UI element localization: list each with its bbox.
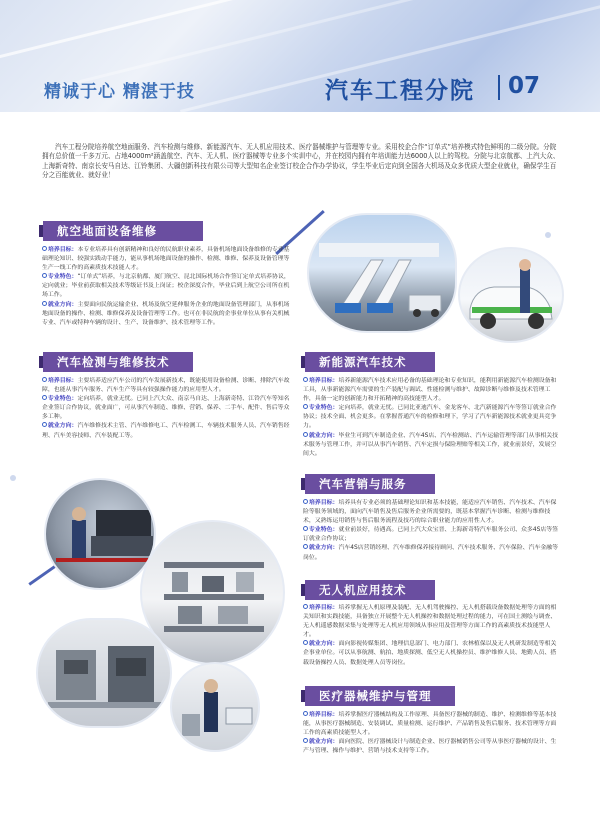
section-body-inspection: 培养目标：主要培养适应汽车公司的汽车发展新技术，既能使用设备检测、诊断、排除汽车故障，也能从事汽车服务、汽车生产等具有较强操作能力的应用型人才。 专业特色：定向培养，就业无忧。已同上汽大众、南京马自达、上海新奇特、江铃汽车等知名企业签订合作协议，就业面广，可从事汽车制造、维修、营销、保养、二手车、配件、售后等众多工种。 就业方向：汽车维修技术主管、汽车维修电工、汽车检测工、车辆技术服务人员、汽车销售经理、汽车美容技师、汽车装配工等。 <box>42 378 290 439</box>
bullet-icon <box>303 432 308 437</box>
section-body-marketing: 培养目标：培养具有专业必须的基础理论知识和基本技能，能适应汽车销售、汽车技术、汽车保险等服务领域的，面向汽车销售及售后服务企业所需要的，既基本掌握汽车诊断、检测与维修技术，又熟练运用销售与售后服务流程及技巧的综合职业能力的应用性人才。 专业特色：就业前景好，待遇高。已同上汽大众宝晋、上海新奇特汽车服务公司、众多4S店等签订就业合作协议； 就业方向：汽车4S店营销经理、汽车维修保养接待顾问、汽车技术服务、汽车保险、汽车金融等岗位。 <box>303 500 559 561</box>
bullet-icon <box>303 499 308 504</box>
section-body-uav: 培养目标：培养掌握无人机原理及装配、无人机驾驶操控、无人机搭载设备数据处理等方面的相关知识和实践技能，具备独立开展整个无人机操控和数据处理过程的能力，可在国土测绘与调查、无人机遥感数据采集与处理等无人机应用领域从事应用及管理等方面工作的高素质技术技能型人才。 就业方向：面向影视传媒集团、地理信息部门、电力部门、农林植保以及无人机研发制造等相关企事业单位。可以从事航测、航拍、地质探测、低空无人机操控员、维护维修人员、地勤人员、搭载设备操控人员、数据处理人员等岗位。 <box>303 605 557 666</box>
bullet-icon <box>42 422 47 427</box>
page-title: 汽车工程分院 <box>325 78 475 104</box>
bullet-icon <box>303 526 308 531</box>
bullet-icon <box>303 738 308 743</box>
bullet-icon <box>42 377 47 382</box>
title-divider <box>498 75 500 100</box>
car-illustration <box>460 249 564 343</box>
section-body-newenergy: 培养目标：培养新能源汽车技术应用必备的基础理论和专业知识，能利用新能源汽车检测设备和工具，从事新能源汽车需要的生产装配与调试、性能检测与维护、故障诊断与维修及技术管理工作，具备一定的创新能力和开拓精神的高技能型人才。 专业特色：定向培养，就业无忧。已同比亚迪汽车、金龙客车、北汽新能源汽车等签订就业合作协议；技术全面、机会更多。在掌握普通汽车的检修和理下，学习了汽车新能源技术就业更具竞争力。 就业方向：毕业生可到汽车制造企业、汽车4S店、汽车检测站、汽车运输管理等部门从事相关技术服务与管理工作，并可以从事汽车销售、汽车定损与保险理赔等相关工作，就业前景好，发展空间大。 <box>303 378 559 457</box>
medical-illustration <box>172 664 260 752</box>
bullet-icon <box>303 377 308 382</box>
engine-illustration <box>38 620 172 728</box>
bullet-icon <box>42 273 47 278</box>
decorative-dot <box>545 232 551 238</box>
bullet-icon <box>303 544 308 549</box>
section-title-medical: 医疗器械维护与管理 <box>305 686 455 706</box>
bullet-icon <box>303 404 308 409</box>
bullet-icon <box>42 301 47 306</box>
bullet-icon <box>303 640 308 645</box>
workshop-illustration <box>46 480 156 590</box>
section-title-uav: 无人机应用技术 <box>305 580 435 600</box>
bullet-icon <box>303 604 308 609</box>
section-body-aviation: 培养目标：本专业培养具有创新精神和良好的民航职业素养，具备机场地面设备维修的专业基础理论知识、较强实践动手能力，能从事机场地面设备的操作、检测、维修、保养及设备管理等生产一线工作的高素质技术技能人才。 专业特色：“订单式”培养，与北京航都、厦门航空、昆北国际机场合作签订定单式培养协议，定向就业；毕业前获取相关技术等级证书及上岗证；校企深度合作，毕业后到上航空公司所在机场工作。 就业方向：主要面向民航运输企业、机场及航空延伸服务企业的地面设备管理部门，从事机场地面设备的操作、检测、维修保养及设备管理等工作。也可在非民航的企事业单位从事有关机械专业、汽车或特种车辆的设计、生产、设备维护、技术管理等工作。 <box>42 247 290 326</box>
photo-medical-lab <box>170 662 260 752</box>
bullet-icon <box>303 711 308 716</box>
decorative-dot <box>10 475 16 481</box>
stairs-illustration <box>309 215 457 333</box>
section-body-medical: 培养目标：培养掌握医疗器械结构及工作原理、具备医疗器械的制造、维护、检测维修等基本技能，从事医疗器械制造、安装调试、质量检测、运行维护、产品销售及售后服务、技术管理等方面工作的高素质技能型人才。 就业方向：面向医院、医疗器械设计与制造企业、医疗器械销售公司等从事医疗器械的设计、生产与管理、操作与维护、营销与技术支持等工作。 <box>303 712 557 755</box>
photo-repair-workshop <box>44 478 156 590</box>
intro-paragraph: 汽车工程分院培养航空地面服务、汽车检测与维修、新能源汽车、无人机应用技术、医疗器械维护与管理等专业。采用校企合作“订单式”培养模式特色鲜明的二级分院。分院拥有总价值一千多万元、占地4000m²涵盖航空、汽车、无人机、医疗器械等专业多个实训中心，并在校园内拥有年培训能力达6000人以上的驾校。分院与北京航都、上汽大众、上海新奇特、南京长安马自达、江铃集团、大疆创新科技有限公司等大型知名企业签订校企合作办学协议，学生毕业后定向到全国各大机场及众多优质大型企业就业，确保学生百分之百能就业、就好业！ <box>42 143 560 180</box>
bullet-icon <box>42 395 47 400</box>
section-title-newenergy: 新能源汽车技术 <box>305 352 435 372</box>
photo-airport-stairs <box>307 213 457 333</box>
bullet-icon <box>42 246 47 251</box>
slogan: 精诚于心 精湛于技 <box>44 82 195 102</box>
photo-engine-lab <box>36 618 172 728</box>
section-title-marketing: 汽车营销与服务 <box>305 474 435 494</box>
photo-electric-car <box>458 247 564 343</box>
section-title-inspection: 汽车检测与维修技术 <box>43 352 193 372</box>
section-title-aviation: 航空地面设备维修 <box>43 221 203 241</box>
page-number: 07 <box>508 73 541 99</box>
